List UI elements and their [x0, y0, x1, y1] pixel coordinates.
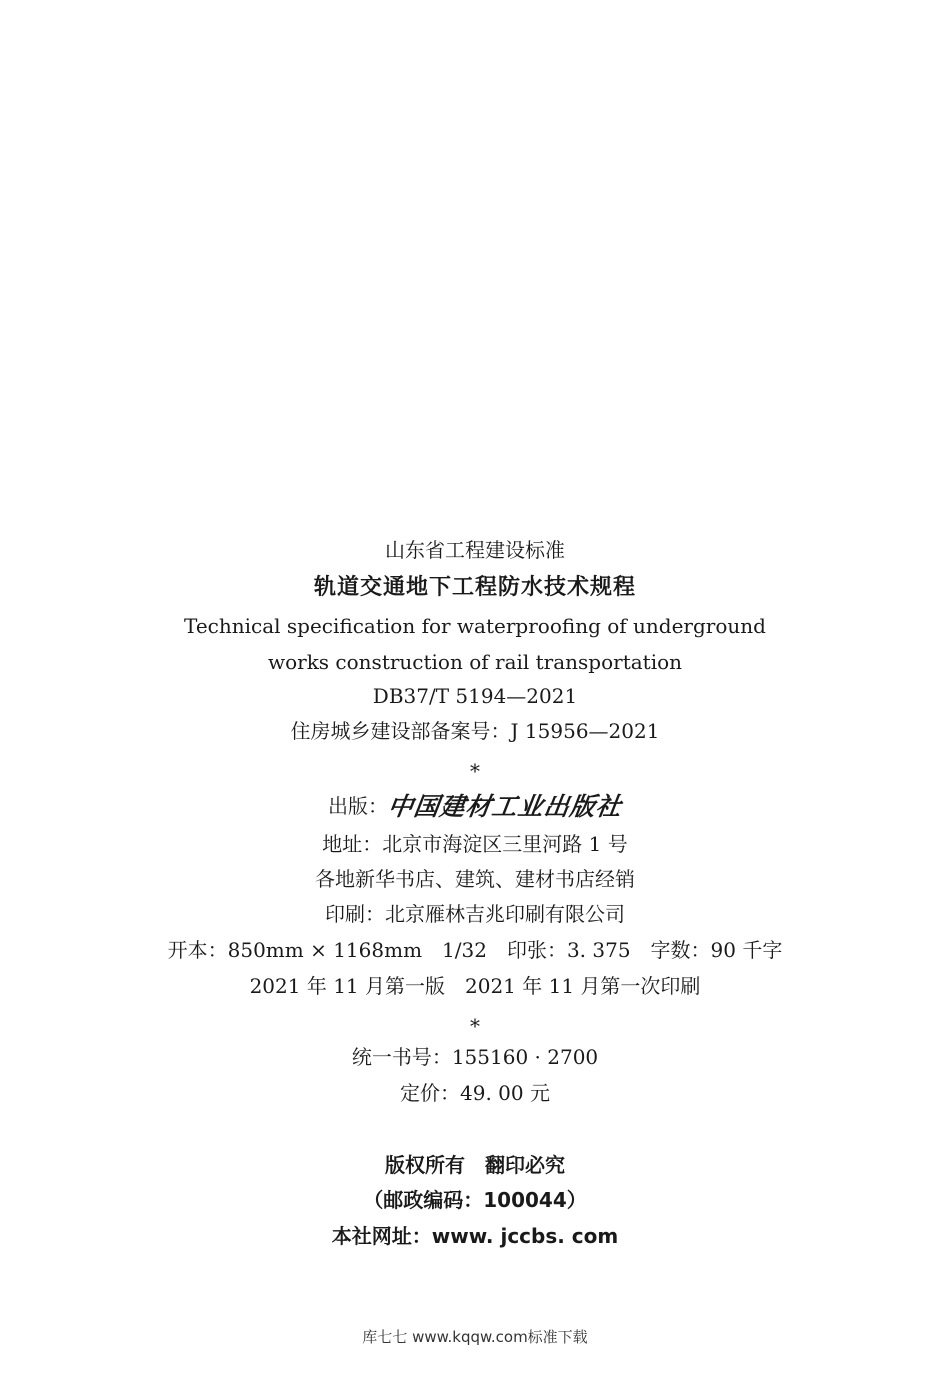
footer-watermark: 库七七 www.kqqw.com标准下载 — [362, 1328, 588, 1346]
publisher-label: 出版： — [327, 794, 388, 818]
separator-star: * — [470, 759, 480, 783]
book-number: 统一书号：155160 · 2700 — [351, 1045, 599, 1069]
book-format: 开本：850mm × 1168mm 1/32 印张：3. 375 字数：90 千字 — [167, 938, 783, 962]
standard-code: DB37/T 5194—2021 — [372, 684, 578, 708]
postcode: （邮政编码：100044） — [363, 1188, 587, 1212]
publisher-logo: 中国建材工业出版社 — [385, 792, 625, 821]
price: 定价：49. 00 元 — [400, 1081, 550, 1105]
distributor: 各地新华书店、建筑、建材书店经销 — [315, 867, 635, 891]
english-title-line-1: Technical specification for waterproofing of underground — [184, 614, 766, 638]
english-title-line-2: works construction of rail transportation — [267, 650, 683, 674]
printer: 印刷：北京雁林吉兆印刷有限公司 — [325, 902, 625, 926]
publisher-website: 本社网址：www. jccbs. com — [331, 1224, 619, 1248]
record-number: 住房城乡建设部备案号：J 15956—2021 — [290, 719, 660, 743]
separator-star: * — [470, 1014, 480, 1038]
edition-info: 2021 年 11 月第一版 2021 年 11 月第一次印刷 — [249, 974, 701, 998]
standard-title: 轨道交通地下工程防水技术规程 — [313, 575, 636, 600]
series-title: 山东省工程建设标准 — [385, 538, 565, 562]
copyright-notice: 版权所有 翻印必究 — [385, 1153, 565, 1177]
publisher-address: 地址：北京市海淀区三里河路 1 号 — [322, 832, 628, 856]
publisher-row — [0, 794, 950, 819]
